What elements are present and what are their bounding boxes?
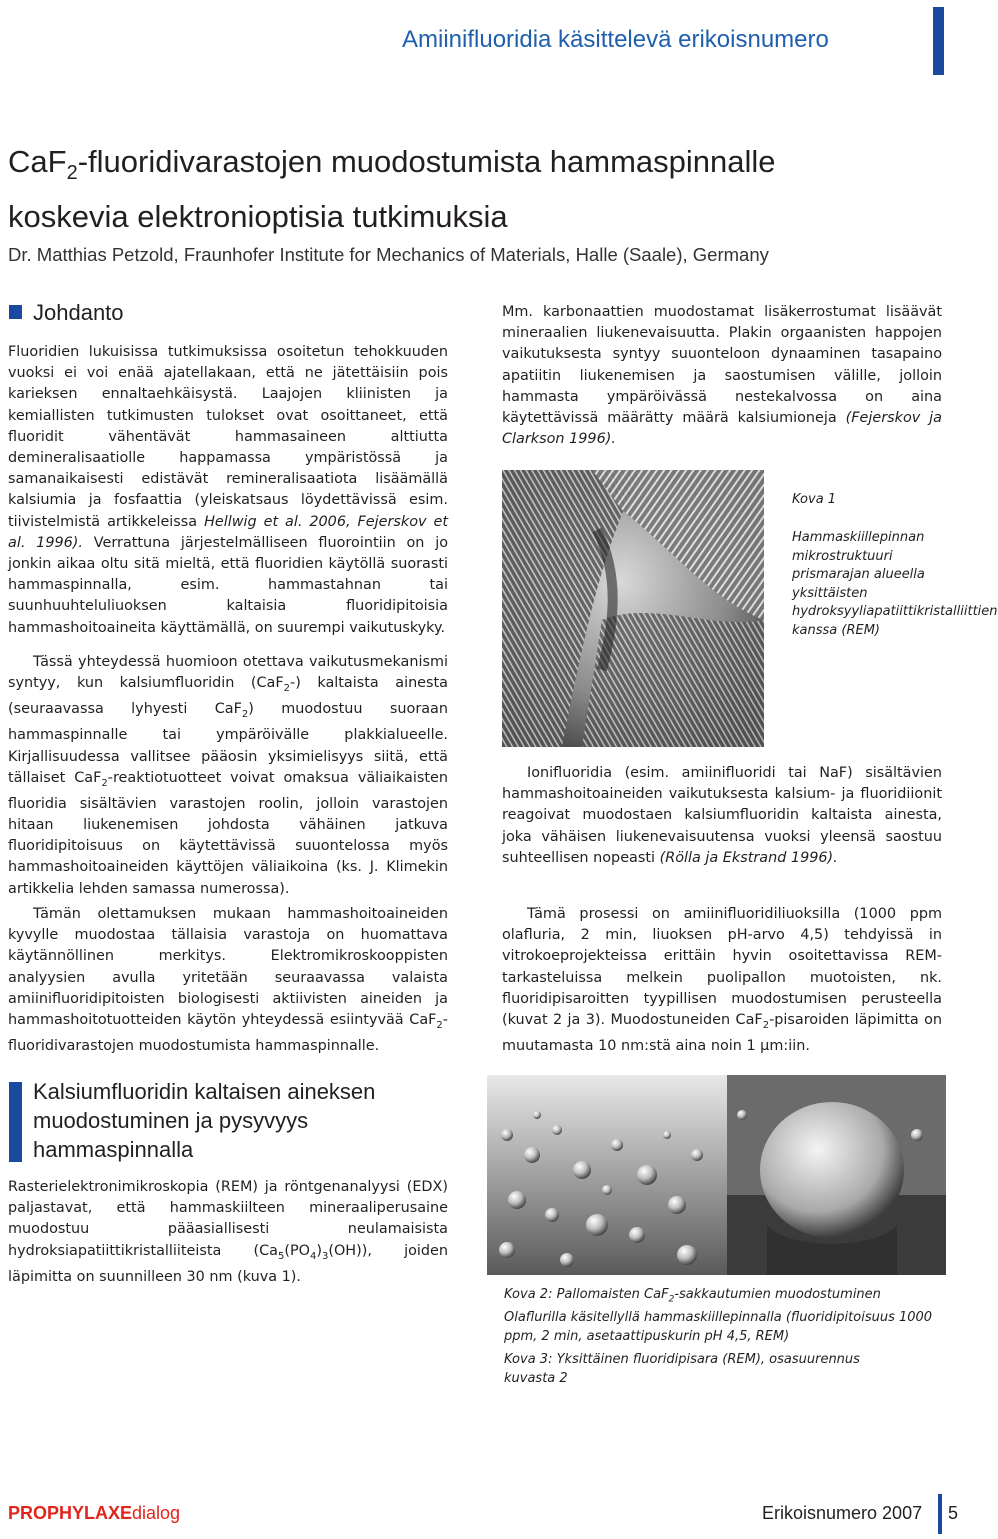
paragraph-right-3: Tämä prosessi on amiinifluoridiliuoksilla (1000 ppm olafluria, 2 min, liuoksen pH-arvo 4,5) tehdyissä in vitrokoeprojekteissa erittäin hyvin osoitettavissa REM-tarkasteluissa melkein puolipallon muotoisten, nk. fluoridipisaroitten tyypillisen muodostumisen perusteella (kuvat 2 ja 3). Muodostuneiden CaF$_2$-pisaroiden läpimitta on muutamasta 10 nm:stä aina noin 1 µm:iin. (502, 906, 943, 1055)
paragraph-intro-3: Tämän olettamuksen mukaan hammashoitoaineiden kyvylle muodostaa tällaisia varastoja on huomattava käytännöllinen merkitys. Elektromikroskooppisten analyysien avulla yritetään seuraavassa valaista amiinifluoridipitoisten biologisesti aktiivisten aineiden ja hammashoitotuotteiden käytön yhteydessä esiintyvää CaF$_2$-fluoridivarastojen muodostumista hammaspinnalle. (8, 906, 448, 1055)
section-heading-kalsiumfluoridi: Kalsiumfluoridin kaltaisen aineksen muodostuminen ja pysyvyys hammaspinnalla (33, 1079, 376, 1162)
paragraph-rem: Rasterielektronimikroskopia (REM) ja röntgenanalyysi (EDX) paljastavat, että hammaskiilteen mineraaliperusaine muodostuu pääasiallisesti neulamaisista hydroksiapatiittikristalliiteista $(Ca_5(PO_4)_3(OH))$, joiden läpimitta on suunnilleen 30 nm (kuva 1). (8, 1179, 448, 1285)
figure-1-label: Kova 1 (792, 492, 837, 507)
paragraph-intro-2: Tässä yhteydessä huomioon otettava vaikutusmekanismi syntyy, kun kalsiumfluoridin (CaF$_2$-) kaltaista ainesta (seuraavassa lyhyesti CaF$_2$) muodostuu suoraan hammaspinnalle tai ympäröivälle plakkialueelle. Kirjallisuudessa vallitsee pääosin yksimielisyys siitä, että tällaiset CaF$_2$-reaktiotuotteet voivat omaksua väliaikaisten fluoridia sisältävien varastojen roolin, jolloin varastojen hitaan liukenemisen johdosta vähäinen jatkuva fluoridipitoisuus on käytettävissä suuontelossa myös hammashoitoaineiden käyttöjen väliaikoina (ks. J. Klimekin artikkelia lehden samassa numerossa). (8, 654, 448, 897)
sem-micrograph-figures-2-3 (487, 1075, 946, 1275)
sem-micrograph-figure-1 (502, 470, 764, 747)
article-title: CaF$_2$-fluoridivarastojen muodostumista hammaspinnalle koskevia elektronioptisia tutkimuksia (8, 144, 776, 235)
paragraph-intro-1: Fluoridien lukuisissa tutkimuksissa osoitetun tehokkuuden vuoksi ei voi enää ajatellakaan, että ne jätettäisiin pois karieksen ennaltaehkäisystä. Laajojen kliinisten ja kemiallisten tutkimusten tulokset ovat osoittaneet, että fluoridit vähentävät hammasaineen alttiutta demineralisaatiolle happamassa ympäristössä ja samanaikaisesti edistävät remineralisaatiota lisäämällä kalsiumia ja fosfaattia (yleiskatsaus löydettävissä esim. tiivistelmistä artikkeleissa Hellwig et al. 2006, Fejerskov et al. 1996). Verrattuna järjestelmälliseen fluorointiin on jo jonkin aikaa oltu sitä mieltä, että fluoridien käytöllä suorasti hammaspinnalla, esim. hammastahnan tai suunhuuhteluliuoksen kaltaisia fluoridipitoisia hammashoitoaineita käyttämällä, on suurempi vaikutuskyky. (8, 344, 449, 636)
section-marker (9, 305, 22, 319)
page-number: 5 (948, 1503, 959, 1523)
footer-issue: Erikoisnumero 2007 (762, 1503, 923, 1523)
figure-3-caption: Kova 3: Yksittäinen fluoridipisara (REM), osasuurennus kuvasta 2 (504, 1352, 860, 1386)
header-accent-bar (933, 7, 944, 75)
footer-brand: PROPHYLAXEdialog (8, 1503, 181, 1523)
article-author: Dr. Matthias Petzold, Fraunhofer Institute for Mechanics of Materials, Halle (Saale), Germany (8, 244, 769, 265)
running-header: Amiinifluoridia käsittelevä erikoisnumero (402, 26, 829, 53)
section-marker-2 (9, 1082, 22, 1162)
figure-1-caption: Hammaskiillepinnan mikrostruktuuri prismarajan alueella yksittäisten hydroksyyliapatiittikristalliittien kanssa (REM) (792, 530, 998, 638)
paragraph-right-1: Mm. karbonaattien muodostamat lisäkerrostumat lisäävät mineraalien liukenevaisuutta. Plakin orgaanisten happojen vaikutuksesta syntyy suuonteloon dynaaminen tasapaino apatiitin liukenemisen ja saostumisen välille, jolloin hammasta ympäröivässä nestekalvossa on aina käytettävissä määrätty määrä kalsiumioneja (Fejerskov ja Clarkson 1996). (502, 304, 942, 448)
figure-2-caption: Kova 2: Pallomaisten CaF$_2$-sakkautumien muodostuminen Olaflurilla käsitellyllä hammaskiillepinnalla (fluoridipitoisuus 1000 ppm, 2 min, asetaattipuskurin pH 4,5, REM) (504, 1287, 933, 1344)
section-heading-johdanto: Johdanto (33, 300, 124, 325)
paragraph-right-2: Ionifluoridia (esim. amiinifluoridi tai NaF) sisältävien hammashoitoaineiden vaikutuksesta kalsium- ja fluoridiionit reagoivat muodostaen kalsiumfluoridin kaltaista ainesta, joka vähäisen liukenevaisuutensa vuoksi yleensä saostuu suhteellisen nopeasti (Rölla ja Ekstrand 1996). (502, 765, 942, 866)
footer-accent-bar (938, 1494, 942, 1534)
